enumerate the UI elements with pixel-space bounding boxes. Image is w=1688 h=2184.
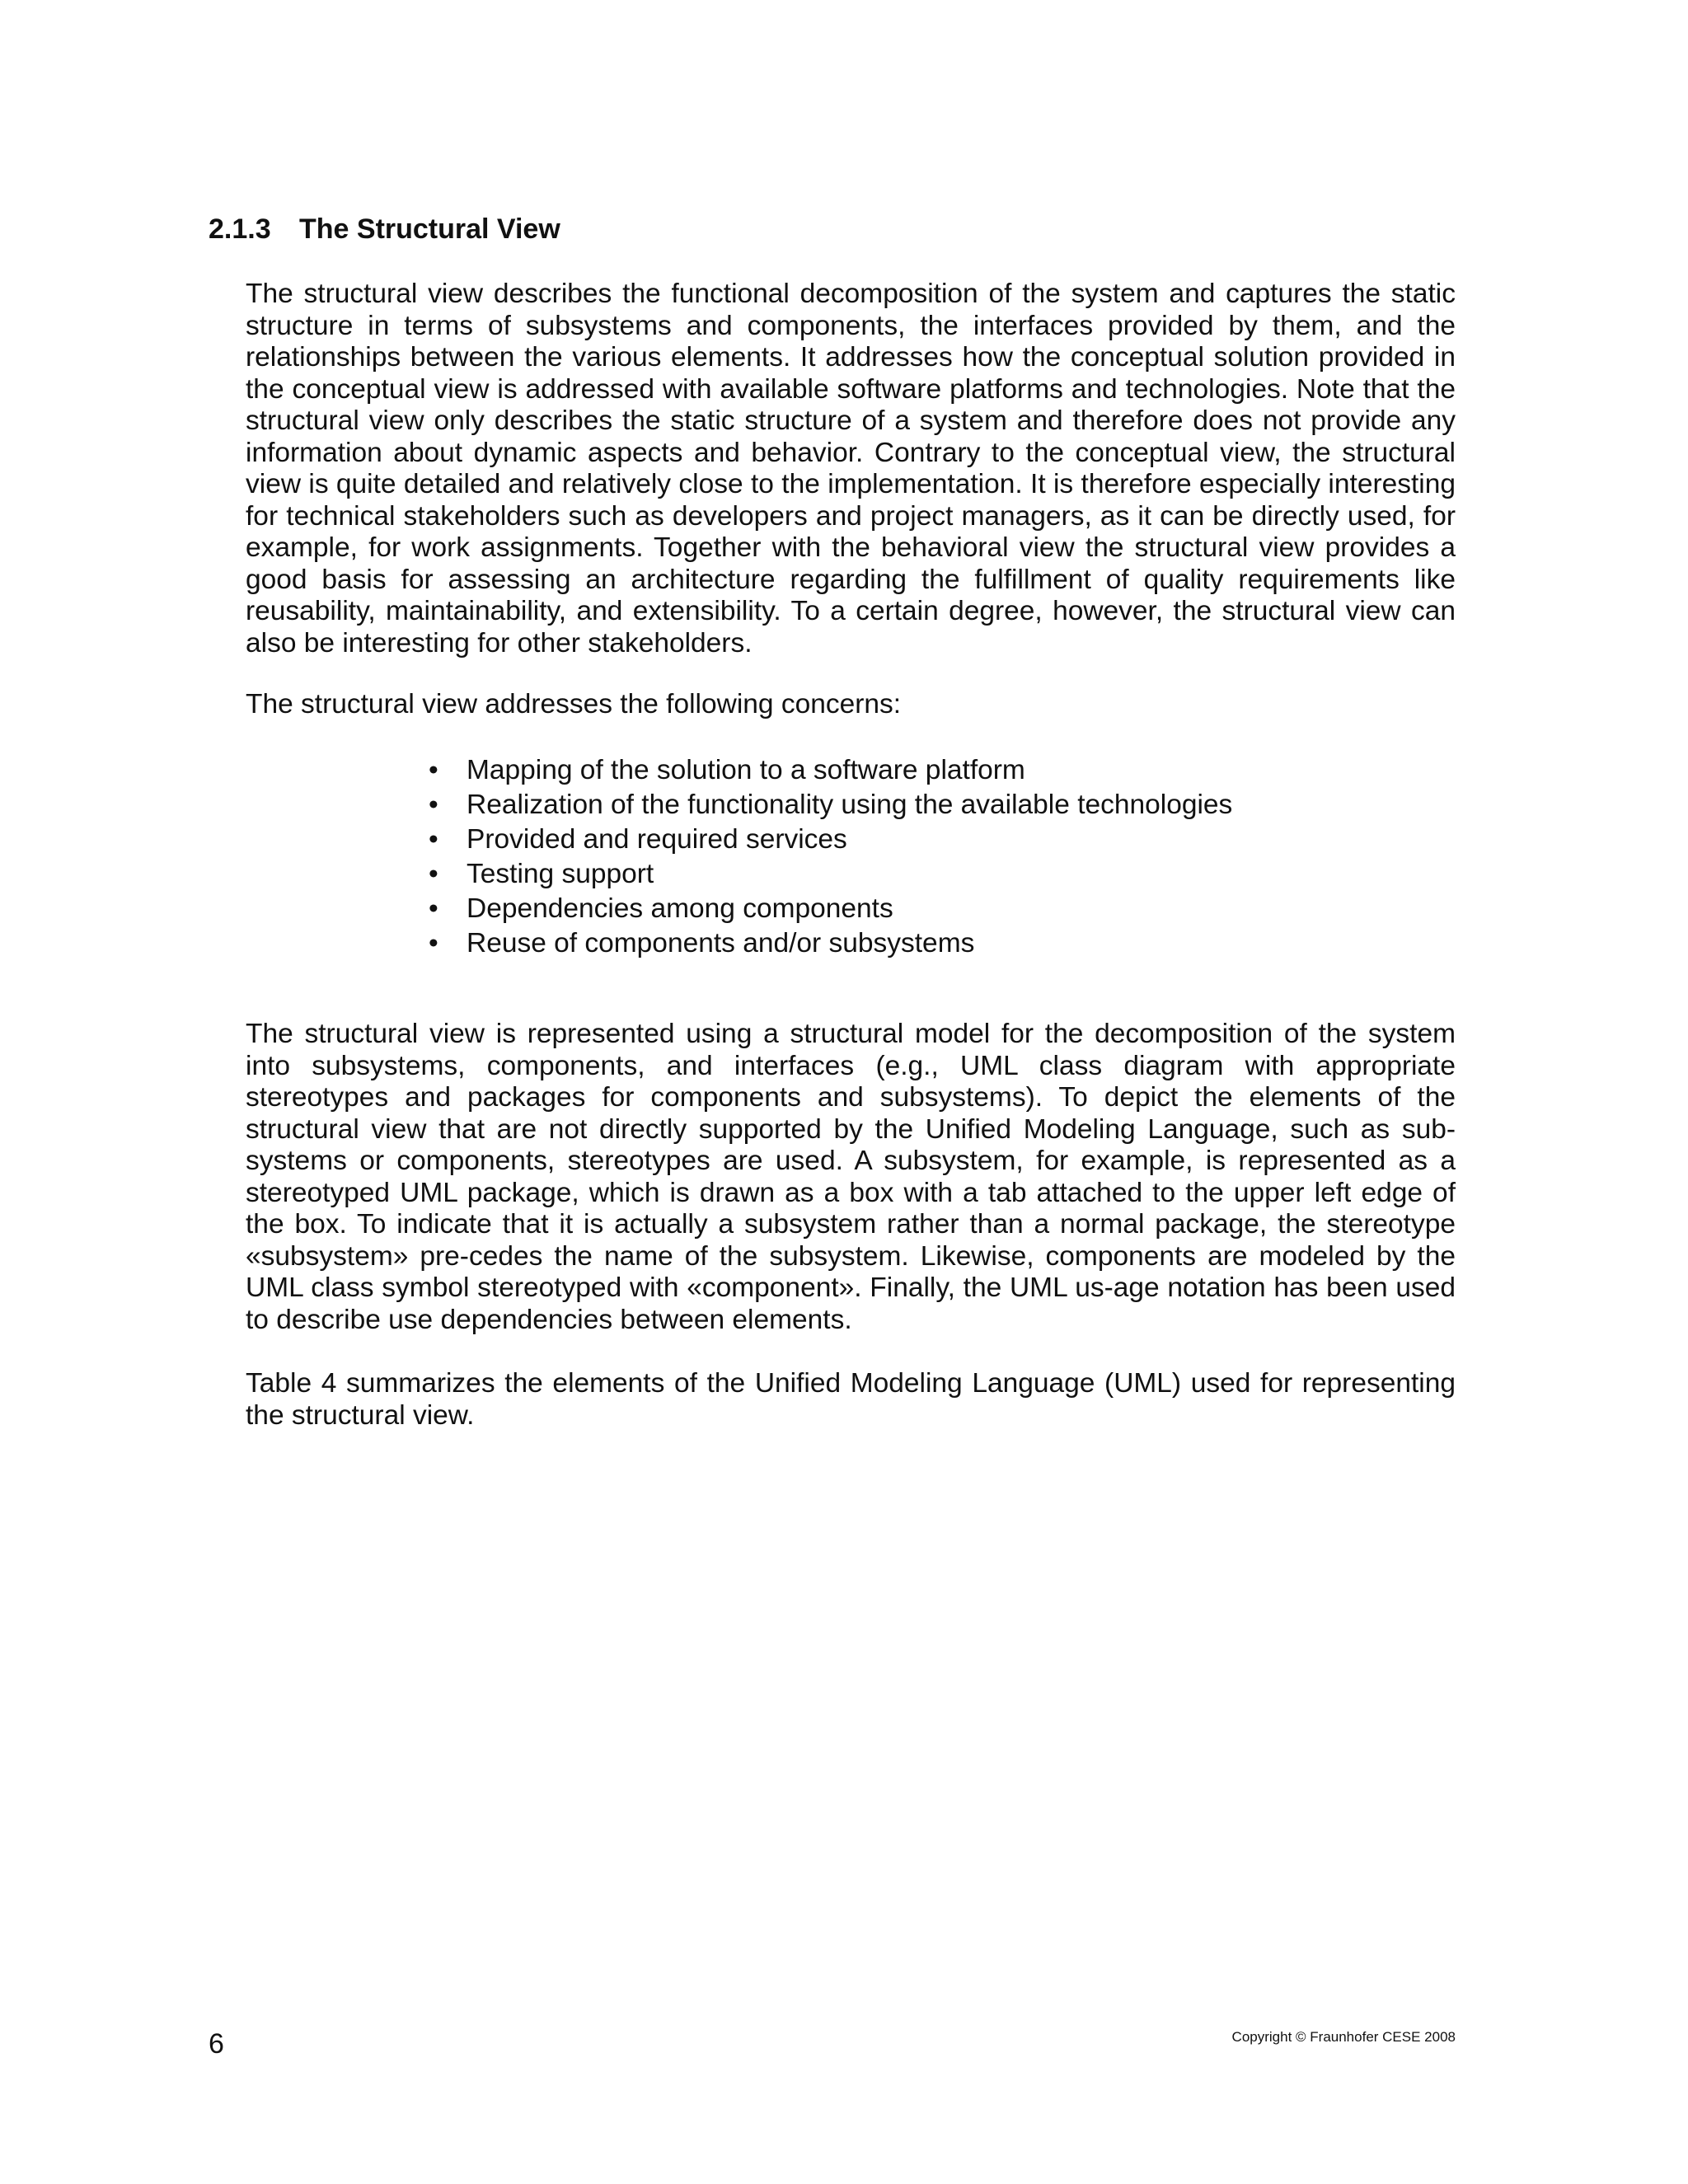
section-title: The Structural View [299,213,560,245]
page-number: 6 [209,2028,224,2060]
list-item: • Testing support [429,857,1232,892]
section-heading [209,213,560,246]
paragraph-concerns-intro: The structural view addresses the following concerns: [246,689,902,719]
list-item: • Realization of the functionality using the available technologies [429,788,1232,823]
list-item: • Reuse of components and/or subsystems [429,926,1232,961]
concerns-list [429,753,1232,961]
list-item: • Dependencies among components [429,892,1232,926]
list-item: • Mapping of the solution to a software platform [429,753,1232,788]
copyright-notice: Copyright © Fraunhofer CESE 2008 [1231,2029,1456,2045]
paragraph-table-reference: Table 4 summarizes the elements of the Unified Modeling Language (UML) used for representing the structural view. [246,1368,1456,1431]
paragraph-structural-view-description: The structural view describes the functional decomposition of the system and captures the static structure in terms of subsystems and components, the interfaces provided by them, and the relationships between the various elements. It addresses how the conceptual solution provided in the conceptual view is addressed with available software platforms and technologies. Note that the structural view only describes the static structure of a system and therefore does not provide any information about dynamic aspects and behavior. Contrary to the conceptual view, the structural view is quite detailed and relatively close to the implementation. It is therefore especially interesting for technical stakeholders such as developers and project managers, as it can be directly used, for example, for work assignments. Together with the behavioral view the structural view provides a good basis for assessing an architecture regarding the fulfillment of quality requirements like reusability, maintainability, and extensibility. To a certain degree, however, the structural view can also be interesting for other stakeholders. [246,279,1456,658]
section-number: 2.1.3 [209,213,271,245]
paragraph-representation: The structural view is represented using a structural model for the decomposition of the system into subsystems, components, and interfaces (e.g., UML class diagram with appropriate stereotypes and packages for components and subsystems). To depict the elements of the structural view that are not directly supported by the Unified Modeling Language, such as sub-systems or components, stereotypes are used. A subsystem, for example, is represented as a stereotyped UML package, which is drawn as a box with a tab attached to the upper left edge of the box. To indicate that it is actually a subsystem rather than a normal package, the stereotype «subsystem» pre-cedes the name of the subsystem. Likewise, components are modeled by the UML class symbol stereotyped with «component». Finally, the UML us-age notation has been used to describe use dependencies between elements. [246,1019,1456,1335]
list-item: • Provided and required services [429,823,1232,857]
